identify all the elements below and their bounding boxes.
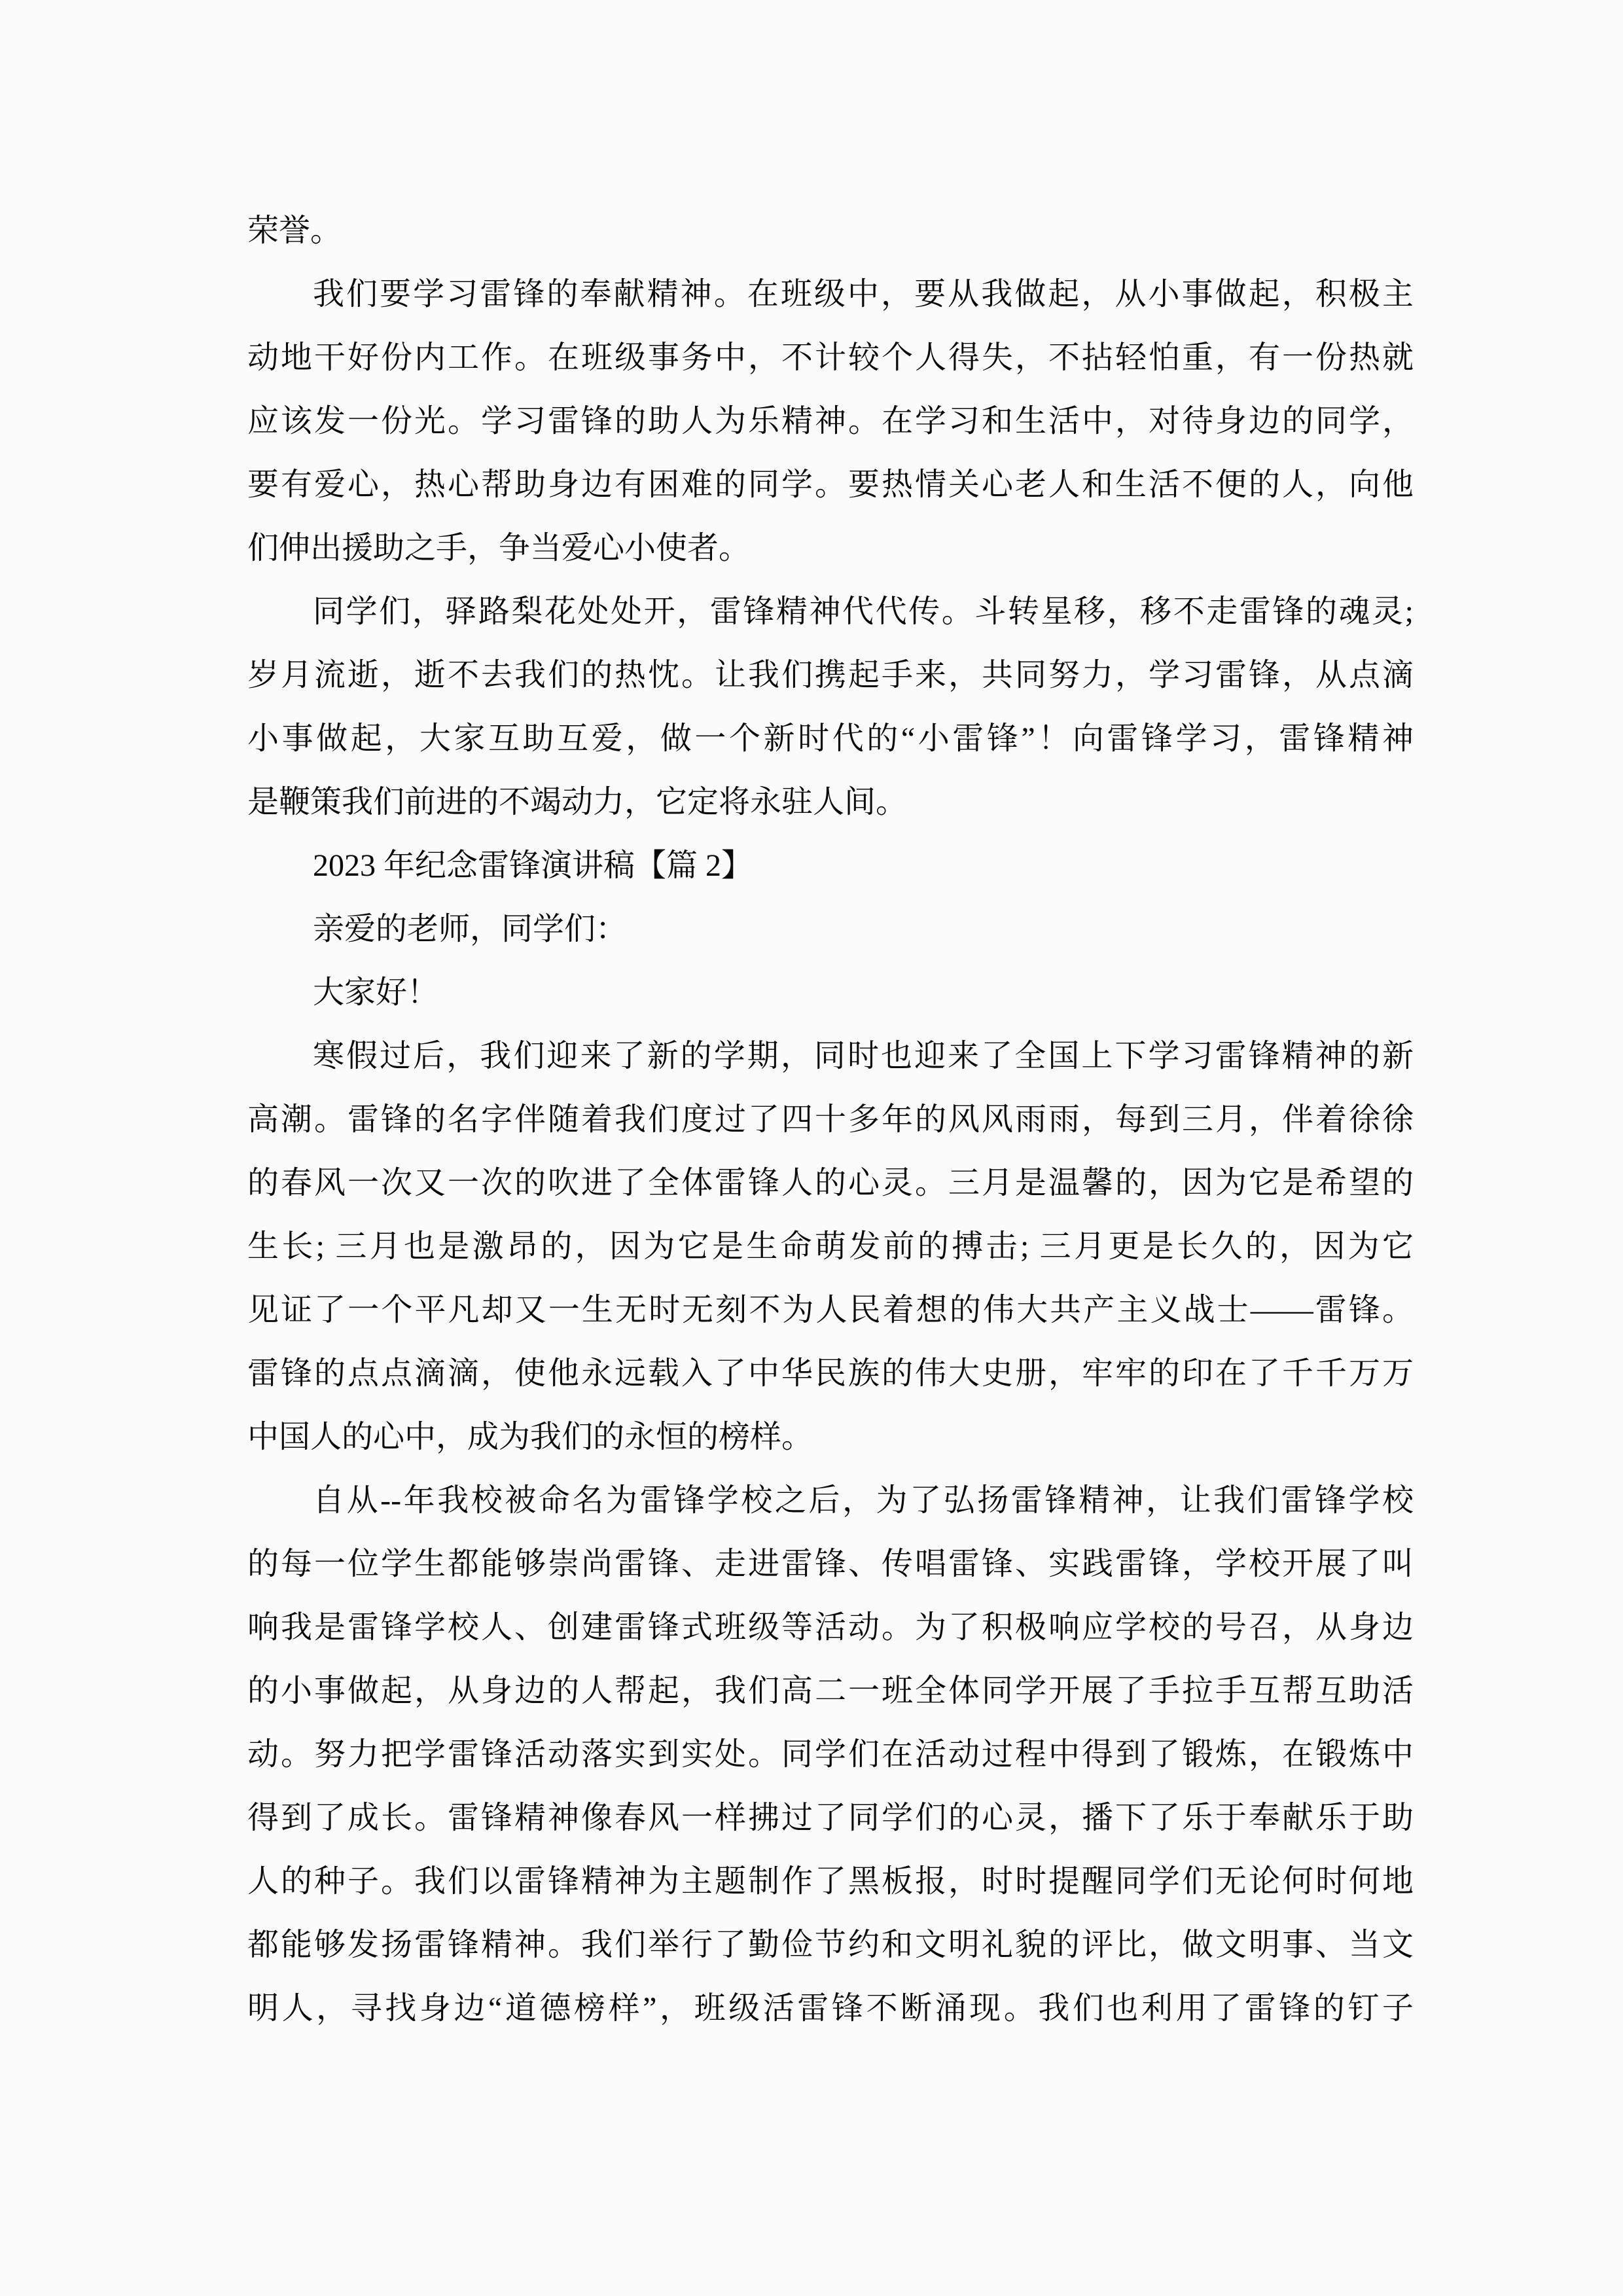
section-title-line: 2023 年纪念雷锋演讲稿【篇 2】	[313, 848, 753, 883]
text-line: 都能够发扬雷锋精神。我们举行了勤俭节约和文明礼貌的评比，做文明事、当文	[247, 1928, 1414, 1962]
text-line: 中国人的心中，成为我们的永恒的榜样。	[247, 1420, 813, 1454]
text-line: 动地干好份内工作。在班级事务中，不计较个人得失，不拈轻怕重，有一份热就	[247, 340, 1414, 375]
text-line: 的春风一次又一次的吹进了全体雷锋人的心灵。三月是温馨的，因为它是希望的	[247, 1166, 1414, 1200]
text-line: 见证了一个平凡却又一生无时无刻不为人民着想的伟大共产主义战士——雷锋。	[247, 1293, 1414, 1327]
text-line: 要有爱心，热心帮助身边有困难的同学。要热情关心老人和生活不便的人，向他	[247, 467, 1414, 502]
text-line: 们伸出援助之手，争当爱心小使者。	[247, 531, 751, 565]
text-line: 寒假过后，我们迎来了新的学期，同时也迎来了全国上下学习雷锋精神的新	[313, 1039, 1414, 1073]
text-line: 我们要学习雷锋的奉献精神。在班级中，要从我做起，从小事做起，积极主	[313, 277, 1414, 312]
text-line: 雷锋的点点滴滴，使他永远载入了中华民族的伟大史册，牢牢的印在了千千万万	[247, 1356, 1414, 1391]
salutation-line: 亲爱的老师，同学们：	[313, 912, 628, 946]
text-line: 小事做起，大家互助互爱，做一个新时代的“小雷锋”！向雷锋学习，雷锋精神	[247, 721, 1414, 756]
text-line: 同学们，驿路梨花处处开，雷锋精神代代传。斗转星移，移不走雷锋的魂灵;	[313, 594, 1414, 629]
text-block	[247, 199, 1414, 2040]
text-line: 的小事做起，从身边的人帮起，我们高二一班全体同学开展了手拉手互帮互助活	[247, 1674, 1414, 1708]
text-line: 响我是雷锋学校人、创建雷锋式班级等活动。为了积极响应学校的号召，从身边	[247, 1610, 1414, 1645]
text-line: 是鞭策我们前进的不竭动力，它定将永驻人间。	[247, 785, 908, 819]
text-line: 岁月流逝，逝不去我们的热忱。让我们携起手来，共同努力，学习雷锋，从点滴	[247, 658, 1414, 692]
text-line: 动。努力把学雷锋活动落实到实处。同学们在活动过程中得到了锻炼，在锻炼中	[247, 1737, 1414, 1772]
text-line: 高潮。雷锋的名字伴随着我们度过了四十多年的风风雨雨，每到三月，伴着徐徐	[247, 1102, 1414, 1137]
text-line: 明人，寻找身边“道德榜样”，班级活雷锋不断涌现。我们也利用了雷锋的钉子	[247, 1991, 1414, 2026]
text-line: 人的种子。我们以雷锋精神为主题制作了黑板报，时时提醒同学们无论何时何地	[247, 1864, 1414, 1899]
text-line: 生长; 三月也是激昂的，因为它是生命萌发前的搏击; 三月更是长久的，因为它	[247, 1229, 1414, 1264]
text-line: 应该发一份光。学习雷锋的助人为乐精神。在学习和生活中，对待身边的同学，	[247, 404, 1414, 439]
greeting-line: 大家好！	[313, 975, 439, 1010]
text-line: 得到了成长。雷锋精神像春风一样拂过了同学们的心灵，播下了乐于奉献乐于助	[247, 1801, 1414, 1835]
text-line: 自从--年我校被命名为雷锋学校之后，为了弘扬雷锋精神，让我们雷锋学校	[313, 1483, 1414, 1518]
text-line: 荣誉。	[247, 213, 342, 248]
text-line: 的每一位学生都能够崇尚雷锋、走进雷锋、传唱雷锋、实践雷锋，学校开展了叫	[247, 1547, 1414, 1581]
